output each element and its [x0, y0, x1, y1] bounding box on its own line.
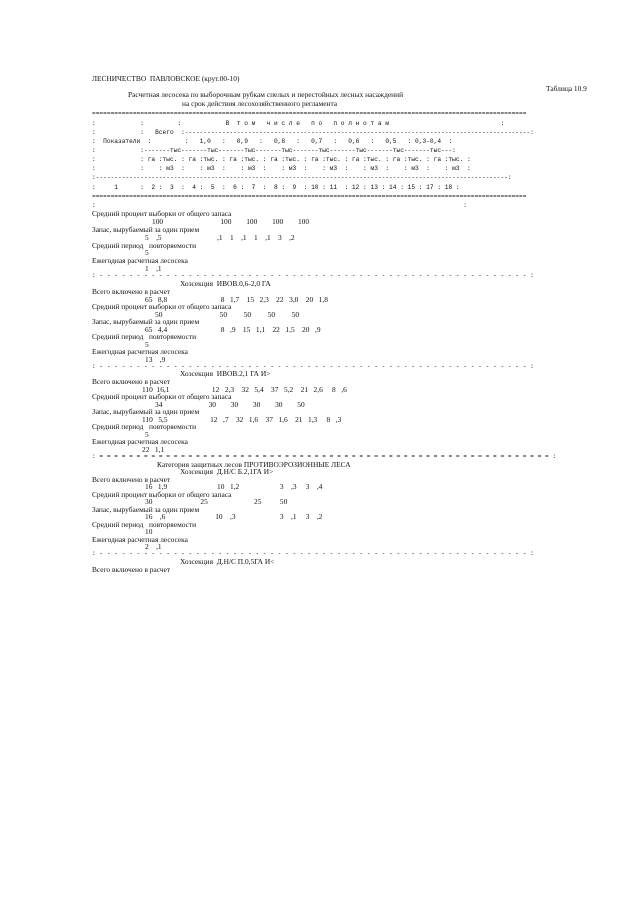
row-label: Всего включено в расчет — [92, 287, 171, 296]
table-header-line: : : : В т о м ч и с л е п о п о л н о т а м : — [92, 120, 505, 127]
row-label: Всего включено в расчет — [92, 565, 171, 574]
category-title: Категория защитных лесов ПРОТИВОЭРОЗИОННЫЕ ЛЕСА — [157, 460, 351, 469]
row-values: 22 1,1 — [142, 445, 165, 454]
row-values: 110 5,5 12 ,7 32 1,6 37 1,6 21 1,3 8 ,3 — [142, 415, 342, 424]
row-label: Ежегодная расчетная лесосека — [92, 256, 188, 265]
row-label: Средний процент выборки от общего запаса — [92, 302, 232, 311]
row-label: Всего включено в расчет — [92, 377, 171, 386]
table-rule: ===================================================================================================================== — [92, 193, 527, 200]
table-header-line: : Показатели : : 1,0 : 0,9 : 0,8 : 0,7 : 0,6 : 0,5 : 0,3-0,4 : — [92, 138, 453, 145]
section-title: Хозсекция ИВОВ.2,1 ГА И> — [180, 369, 271, 378]
row-label: Запас, вырубаемый за один прием — [92, 407, 200, 416]
row-values: 50 50 50 50 50 — [155, 310, 300, 319]
table-rule: :---------------------------------------------------------------------------------------------------------------: — [92, 174, 512, 181]
table-rule-top: ===================================================================================================================== — [92, 110, 527, 117]
column-numbers: : 1 : 2 : 3 : 4 : 5 : 6 : 7 : 8 : 9 : 10 : 11 : 12 : 13 : 14 : 15 : 17 : 18 : — [92, 184, 460, 191]
row-values: 110 16,1 12 2,3 32 5,4 37 5,2 21 2,6 8 ,6 — [142, 385, 347, 394]
row-label: Средний период повторяемости — [92, 332, 197, 341]
section-separator: : - - - - - - - - - - - - - - - - - - - - - - - - - - - - - - - - - - - - - - - - - - - - - - - - - - - - - - - - - - : — [92, 272, 534, 279]
row-label: Всего включено в расчет — [92, 475, 171, 484]
table-header-line: : : Всего :---------------------------------------------------------------------------------------------: — [92, 129, 534, 136]
row-values: 5 — [145, 340, 149, 349]
row-label: Средний процент выборки от общего запаса — [92, 392, 232, 401]
section-separator: : = = = = = = = = = = = = = = = = = = = = = = = = = = = = = = = = = = = = = = = = = = = = = = = = = = = = = = = = = = = = = : — [92, 453, 557, 460]
row-values: 30 25 25 50 — [145, 497, 288, 506]
table-header-line: : : : м3 : : м3 : : м3 : : м3 : : м3 : : м3 : : м3 : : м3 : — [92, 165, 471, 172]
row-values: 10 — [145, 527, 153, 536]
row-values: 65 8,8 8 1,7 15 2,3 22 3,0 20 1,8 — [145, 295, 328, 304]
row-label: Ежегодная расчетная лесосека — [92, 347, 188, 356]
row-values: 1 ,1 — [145, 264, 162, 273]
row-label: Средний период повторяемости — [92, 520, 197, 529]
row-label: Средний период повторяемости — [92, 422, 197, 431]
row-values: 5 ,5 ,1 1 ,1 1 ,1 3 ,2 — [145, 233, 295, 242]
row-label: Средний период повторяемости — [92, 241, 197, 250]
document-subtitle: на срок действия лесохозяйственного регламента — [182, 99, 338, 108]
section-title: Хозсекция Д.Н/С Б.2,1ГА И> — [180, 467, 274, 476]
row-label: Запас, вырубаемый за один прием — [92, 225, 200, 234]
row-label: Запас, вырубаемый за один прием — [92, 505, 200, 514]
table-header-line: : :-------тыс-------тыс-------тыс-------тыс-------тыс-------тыс-------тыс-------тыс---: — [92, 147, 456, 154]
row-values: 2 ,1 — [145, 542, 162, 551]
section-separator: : - - - - - - - - - - - - - - - - - - - - - - - - - - - - - - - - - - - - - - - - - - - - - - - - - - - - - - - - - - : — [92, 363, 534, 370]
section-separator: : - - - - - - - - - - - - - - - - - - - - - - - - - - - - - - - - - - - - - - - - - - - - - - - - - - - - - - - - - - : — [92, 550, 534, 557]
row-label: Запас, вырубаемый за один прием — [92, 317, 200, 326]
document-title: Расчетная лесосека по выборочным рубкам спелых и перестойных лесных насаждений — [128, 90, 404, 99]
row-values: 5 — [145, 430, 149, 439]
table-header-line: : : — [92, 202, 468, 209]
forestry-org: ЛЕСНИЧЕСТВО ПАВЛОВСКОЕ (крут.00-10) — [92, 74, 240, 83]
row-values: 16 ,6 10 ,3 3 ,1 3 ,2 — [145, 512, 323, 521]
section-title: Хозсекция Д.Н/С П.0,5ГА И< — [180, 557, 275, 566]
table-number: Таблица 10.9 — [546, 84, 587, 93]
row-label: Ежегодная расчетная лесосека — [92, 437, 188, 446]
table-header-line: : : га :тыс. : га :тыс. : га :тыс. : га :тыс. : га :тыс. : га :тыс. : га :тыс. : га :тыс. : — [92, 156, 471, 163]
row-label: Ежегодная расчетная лесосека — [92, 535, 188, 544]
row-label: Средний процент выборки от общего запаса — [92, 209, 232, 218]
row-values: 100 100 100 100 100 — [152, 217, 310, 226]
row-values: 34 30 30 30 30 50 — [155, 400, 305, 409]
row-values: 13 ,9 — [145, 355, 166, 364]
row-values: 16 1,9 10 1,2 3 ,3 3 ,4 — [145, 482, 323, 491]
section-title: Хозсекция ИВОВ.0,6-2,0 ГА — [180, 279, 271, 288]
row-label: Средний процент выборки от общего запаса — [92, 490, 232, 499]
row-values: 65 4,4 8 ,9 15 1,1 22 1,5 20 ,9 — [145, 325, 321, 334]
row-values: 5 — [145, 248, 149, 257]
